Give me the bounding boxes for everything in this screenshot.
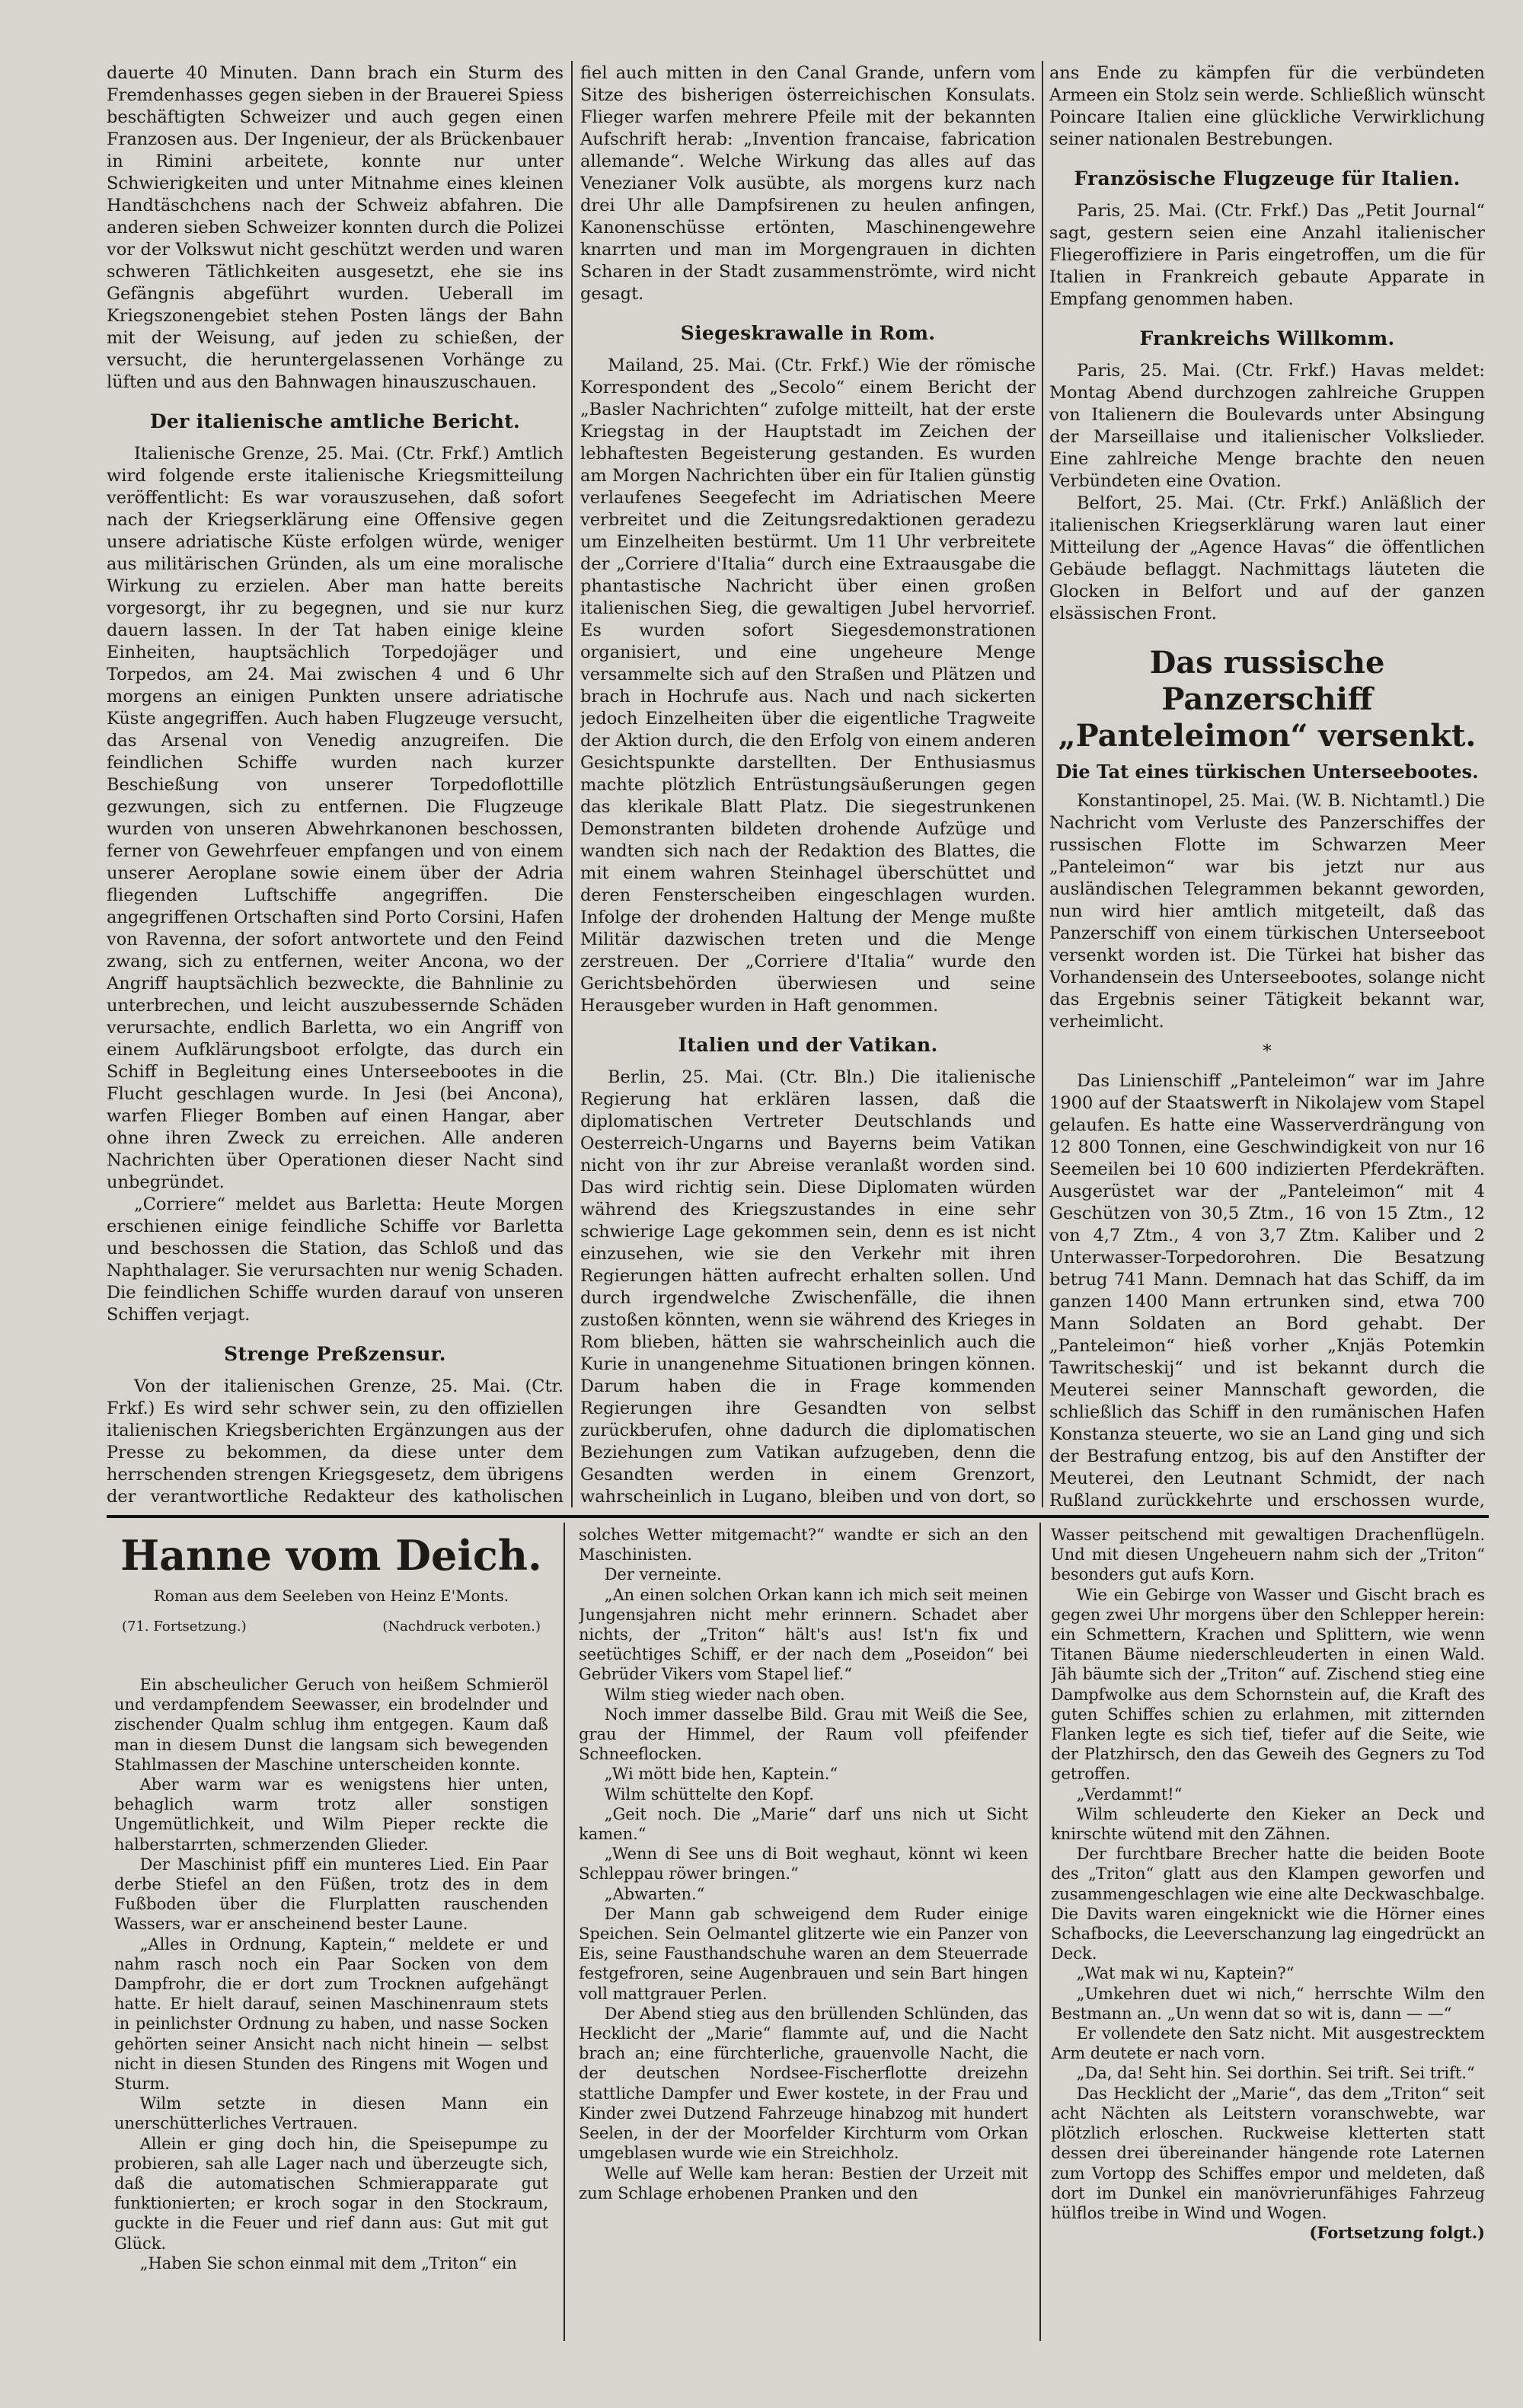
paragraph: Ein abscheulicher Geruch von heißem Schmieröl und verdampfendem Seewasser, ein brodelnder und zischender Qualm schlug ihm entgegen. Kaum daß man in diesem Dunst die langsam sich bewegenden Stahlmassen der Maschine unterscheiden konnte. <box>114 1676 548 1774</box>
paragraph: Der furchtbare Brecher hatte die beiden Boote des „Triton“ glatt aus den Klampen geworfen und zusammengeschlagen wie eine alte Deckwaschbalge. Die Davits waren eingeknickt wie die Hörner eines Schafbocks, die Leeverschanzung lag eingedrückt an Deck. <box>1051 1845 1485 1963</box>
installment-number: (71. Fortsetzung.) <box>122 1619 247 1635</box>
paragraph: Allein er ging doch hin, die Speisepumpe zu probieren, sah alle Lager nach und überzeugte sich, daß die automatischen Schmierapparate gut funktionierten; er kroch sogar in den Stockraum, guckte in die Feuer und rief dann aus: Gut mit gut Glück. <box>114 2134 548 2253</box>
paragraph: Wie ein Gebirge von Wasser und Gischt brach es gegen zwei Uhr morgens über den Schlepper herein: ein Schmettern, Krachen und Splittern, wie wenn Titanen Bäume niederschleuderten in einen Wald. Jäh bäumte sich der „Triton“ auf. Zischend stieg eine Dampfwolke aus dem Schornstein auf, die Kraft des guten Schiffes schien zu erlahmen, mit zitternden Flanken legte es sich tief, tiefer auf die Seite, wie der Platzhirsch, den das Geweih des Gegners zu Tod getroffen. <box>1051 1585 1485 1784</box>
paragraph: dauerte 40 Minuten. Dann brach ein Sturm des Fremdenhasses gegen sieben in der Brauerei Spiess beschäftigten Schweizer und auch gegen einen Franzosen aus. Der Ingenieur, der als Brückenbauer in Rimini arbeitete, konnte nur unter Schwierigkeiten und unter Mitnahme eines kleinen Handtäschchens nach der Schweiz abfahren. Die anderen sieben Schweizer konnten durch die Polizei vor der Volkswut nicht geschützt werden und waren schweren Tätlichkeiten ausgesetzt, ehe sie ins Gefängnis abgeführt wurden. Ueberall im Kriegszonengebiet stehen Posten längs der Bahn mit der Weisung, auf jeden zu schießen, der versucht, die heruntergelassenen Vorhänge zu lüften und aus den Bahnwagen hinauszuschauen. <box>107 63 564 392</box>
column-divider <box>564 1523 565 2341</box>
novel-column-1 <box>114 1675 548 2341</box>
paragraph: ans Ende zu kämpfen für die verbündeten Armeen ein Stolz sein werde. Schließlich wünscht Poincare Italien eine glückliche Verwirklichung seiner nationalen Bestrebungen. <box>1049 63 1485 149</box>
paragraph: Konstantinopel, 25. Mai. (W. B. Nichtamtl.) Die Nachricht vom Verluste des Panzerschiffes der russischen Flotte im Schwarzen Meer „Panteleimon“ war bis jetzt nur aus ausländischen Telegrammen bekannt geworden, nun wird hier amtlich mitgeteilt, daß das Panzerschiff von einem türkischen Unterseeboot versenkt worden ist. Die Türkei hat bisher das Vorhandensein des Unterseebootes, solange nicht das Ergebnis seiner Tätigkeit bekannt war, verheimlicht. <box>1049 791 1485 1032</box>
column-divider <box>1042 61 1043 1507</box>
paragraph: Aber warm war es wenigstens hier unten, behaglich warm trotz aller sonstigen Ungemütlichkeit, und Wilm Pieper reckte die halberstarrten, schmerzenden Glieder. <box>114 1775 548 1854</box>
article-heading: Italien und der Vatikan. <box>678 1034 938 1056</box>
paragraph: „Abwarten.“ <box>604 1884 705 1903</box>
novel-column-3 <box>1051 1525 1485 2341</box>
paragraph: Das Linienschiff „Panteleimon“ war im Jahre 1900 auf der Staatswerft in Nikolajew vom Stapel gelaufen. Es hatte eine Wasserverdrängung von 12 800 Tonnen, eine Geschwindigkeit von nur 16 Seemeilen bei 10 600 indizierten Pferdekräften. Ausgerüstet war der „Panteleimon“ mit 4 Geschützen von 30,5 Ztm., 16 von 15 Ztm., 12 von 4,7 Ztm., 4 von 3,7 Ztm. Kaliber und 2 Unterwasser-Torpedorohren. Die Besatzung betrug 741 Mann. Demnach hat das Schiff, da im ganzen 1400 Mann ertrunken sind, etwa 700 Mann Soldaten an Bord gehabt. Der „Panteleimon“ hieß vorher „Knjäs Potemkin Tawritscheskij“ und ist bekannt durch die Meuterei seiner Mannschaft geworden, die schließlich das Schiff in den rumänischen Hafen Konstanza steuerte, wo sie an Land ging und sich der Bestrafung entzog, bis auf den Anstifter der Meuterei, den Leutnant Schmidt, der nach Rußland zurückkehrte und erschossen wurde, <box>1049 1071 1485 1509</box>
paragraph: solches Wetter mitgemacht?“ wandte er sich an den Maschinisten. <box>579 1526 1028 1564</box>
paragraph: „Corriere“ meldet aus Barletta: Heute Morgen erschienen einige feindliche Schiffe vor Barletta und beschossen die Station, das Schloß und das Naphthalager. Sie verursachten nur wenig Schaden. Die feindlichen Schiffe wurden darauf von unseren Schiffen verjagt. <box>107 1194 564 1325</box>
paragraph: Wilm schleuderte den Kieker an Deck und knirschte wütend mit den Zähnen. <box>1051 1804 1485 1844</box>
paragraph: „Haben Sie schon einmal mit dem „Triton“ ein <box>139 2253 517 2272</box>
paragraph: Er vollendete den Satz nicht. Mit ausgestrecktem Arm deutete er nach vorn. <box>1051 2024 1485 2063</box>
article-heading: Französische Flugzeuge für Italien. <box>1074 167 1461 190</box>
news-column-1 <box>107 62 564 1509</box>
article-heading: Frankreichs Willkomm. <box>1139 327 1395 349</box>
paragraph: „Da, da! Seht hin. Sei dorthin. Sei trift. Sei trift.“ <box>1076 2064 1475 2083</box>
novel-title: Hanne vom Deich. <box>120 1531 542 1580</box>
paragraph: Der Abend stieg aus den brüllenden Schlünden, das Hecklicht der „Marie“ flammte auf, und die Nacht brach an; eine fürchterliche, grauenvolle Nacht, die der deutschen Nordsee-Fischerflotte dreizehn stattliche Dampfer und Ewer kostete, in der Frau und Kinder zwei Dutzend Fahrzeuge hinabzog mit hundert Seelen, in der der Moorfelder Kirchturm vom Orkan umgeblasen wurde wie ein Streichholz. <box>579 2004 1028 2163</box>
article-heading: Der italienische amtliche Bericht. <box>149 410 521 432</box>
paragraph: „An einen solchen Orkan kann ich mich seit meinen Jungensjahren nicht mehr erinnern. Schadet aber nichts, der „Triton“ hält's aus! Ist'n fix und seetüchtiges Schiff, er der nach dem „Poseidon“ bei Gebrüder Vikers vom Stapel lief.“ <box>579 1585 1028 1684</box>
paragraph: Italienische Grenze, 25. Mai. (Ctr. Frkf.) Amtlich wird folgende erste italienische Kriegsmitteilung veröffentlicht: Es war vorauszusehen, daß sofort nach der Kriegserklärung eine Offensive gegen unsere adriatische Küste erfolgen würde, weniger aus militärischen Gründen, als um eine moralische Wirkung zu erzielen. Aber man hatte bereits vorgesorgt, ihr zu begegnen, und sie nur kurz dauern lassen. In der Tat haben einige kleine Einheiten, hauptsächlich Torpedojäger und Torpedos, am 24. Mai zwischen 4 und 6 Uhr morgens an einigen Punkten unsere adriatische Küste angegriffen. Auch haben Flugzeuge versucht, das Arsenal von Venedig anzugreifen. Die feindlichen Schiffe wurden nach kurzer Beschießung von unserer Torpedoflottille gezwungen, sich zu entfernen. Die Flugzeuge wurden von unseren Abwehrkanonen beschossen, ferner von Gewehrfeuer empfangen und von einem unserer Aeroplane sowie einem über der Adria fliegenden Luftschiffe angegriffen. Die angegriffenen Ortschaften sind Porto Corsini, Hafen von Ravenna, der sofort antwortete und den Feind zwang, sich zu entfernen, weiter Ancona, wo der Angriff hauptsächlich bezweckte, die Bahnlinie zu unterbrechen, und leicht auszubessernde Schäden verursachte, endlich Barletta, wo ein Angriff von einem Aufklärungsboot erfolgte, das durch ein Schiff in Begleitung eines Unterseebootes in die Flucht geschlagen wurde. In Jesi (bei Ancona), warfen Flieger Bomben auf einen Hangar, aber ohne ihren Zweck zu erreichen. Alle anderen Nachrichten über Operationen dieser Nacht sind unbegründet. <box>107 444 564 1192</box>
novel-column-2 <box>579 1525 1028 2341</box>
paragraph: Welle auf Welle kam heran: Bestien der Urzeit mit zum Schlage erhobenen Pranken und den <box>579 2164 1028 2202</box>
paragraph: „Geit noch. Die „Marie“ darf uns nich ut Sicht kamen.“ <box>579 1804 1028 1844</box>
news-column-2 <box>580 62 1036 1509</box>
news-column-3 <box>1049 62 1485 1509</box>
paragraph: Wilm setzte in diesen Mann ein unerschütterliches Vertrauen. <box>114 2094 548 2133</box>
column-divider <box>1039 1523 1041 2341</box>
novel-subtitle: Roman aus dem Seeleben von Heinz E'Monts. <box>153 1587 509 1605</box>
paragraph: Wasser peitschend mit gewaltigen Drachenflügeln. Und mit diesen Ungeheuern nahm sich der „Triton“ besonders gut aufs Korn. <box>1051 1526 1485 1584</box>
paragraph: „Wenn di See uns di Boit weghaut, könnt wi keen Schleppau röwer bringen.“ <box>579 1845 1028 1883</box>
novel-header <box>107 1530 556 1667</box>
asterisk-separator: * <box>1263 1041 1272 1061</box>
novel-meta <box>107 1617 556 1637</box>
paragraph: Mailand, 25. Mai. (Ctr. Frkf.) Wie der römische Korrespondent des „Secolo“ einem Bericht der „Basler Nachrichten“ zufolge mitteilt, hat der erste Kriegstag in der Hauptstadt im Zeichen der lebhaftesten Begeisterung gestanden. Es wurden am Morgen Nachrichten über ein für Italien günstig verlaufenes Seegefecht im Adriatischen Meere verbreitet und die Zeitungsredaktionen geradezu um Einzelheiten bestürmt. Um 11 Uhr verbreitete der „Corriere d'Italia“ durch eine Extraausgabe die phantastische Nachricht über einen großen italienischen Sieg, die gewaltigen Jubel hervorrief. Es wurden sofort Siegesdemonstrationen organisiert, und eine ungeheure Menge versammelte sich auf den Straßen und Plätzen und brach in Hochrufe aus. Nach und nach sickerten jedoch Einzelheiten über die eigentliche Tragweite der Aktion durch, die den Erfolg von einem anderen Gesichtspunkte darstellten. Der Enthusiasmus machte plötzlich Entrüstungsäußerungen gegen das klerikale Blatt Platz. Die siegestrunkenen Demonstranten bildeten drohende Aufzüge und wandten sich nach der Redaktion des Blattes, die mit einem wahren Steinhagel überschüttet und deren Fensterscheiben eingeschlagen wurden. Infolge der drohenden Haltung der Menge mußte Militär dazwischen treten und die Menge zerstreuen. Der „Corriere d'Italia“ wurde den Gerichtsbehörden überwiesen und seine Herausgeber wurden in Haft genommen. <box>580 356 1036 1016</box>
paragraph: Von der italienischen Grenze, 25. Mai. (Ctr. Frkf.) Es wird sehr schwer sein, zu den offiziellen italienischen Kriegsberichten Ergänzungen aus der Presse zu bekommen, da diese unter dem herrschenden strengen Kriegsgesetz, dem übrigens der verantwortliche Redakteur des katholischen <box>107 1376 564 1507</box>
main-headline: Das russische Panzerschiff „Panteleimon“ versenkt. <box>1058 645 1477 754</box>
paragraph: Berlin, 25. Mai. (Ctr. Bln.) Die italienische Regierung hat erklären lassen, daß die diplomatischen Vertreter Deutschlands und Oesterreich-Ungarns und Bayerns beim Vatikan nicht von ihr zur Abreise veranlaßt worden sind. Das wird richtig sein. Diese Diplomaten würden während des Kriegszustandes in eine sehr schwierige Lage gekommen sein, denn es ist nicht einzusehen, wie sie den Verkehr mit ihren Regierungen hätten aufrecht erhalten sollen. Und durch irgendwelche Zwischenfälle, die ihnen zustoßen könnten, wenn sie während des Krieges in Rom blieben, hätten sie wahrscheinlich auch die Kurie in unangenehme Situationen bringen können. Darum haben die in Frage kommenden Regierungen ihre Gesandten von selbst zurückberufen, ohne dadurch die diplomatischen Beziehungen zum Vatikan aufzugeben, denn die Gesandten werden in einem Grenzort, wahrscheinlich in Lugano, bleiben und von dort, so <box>580 1067 1036 1507</box>
article-heading: Strenge Preßzensur. <box>224 1343 446 1365</box>
section-divider <box>107 1515 1489 1518</box>
paragraph: „Alles in Ordnung, Kaptein,“ meldete er und nahm rasch noch ein Paar Socken von dem Dampfrohr, die er dort zum Trocknen aufgehängt hatte. Er hielt darauf, seinen Maschinenraum stets in peinlichster Ordnung zu haben, und nasse Socken gehörten seiner Ansicht nach nicht hinein — selbst nicht in diesen Stunden des Ringens mit Wogen und Sturm. <box>114 1934 548 2094</box>
paragraph: fiel auch mitten in den Canal Grande, unfern vom Sitze des bisherigen österreichischen Konsulats. Flieger warfen mehrere Pfeile mit der bekannten Aufschrift herab: „Invention francaise, fabrication allemande“. Welche Wirkung das alles auf das Venezianer Volk ausübte, als morgens kurz nach drei Uhr alle Dampfsirenen zu heulen anfingen, Kanonenschüsse ertönten, Maschinengewehre knarrten und man im Morgengrauen in dichten Scharen in der Stadt zusammenströmte, wird nicht gesagt. <box>580 63 1036 304</box>
paragraph: Paris, 25. Mai. (Ctr. Frkf.) Das „Petit Journal“ sagt, gestern seien eine Anzahl italienischer Fliegeroffiziere in Paris eingetroffen, um die für Italien in Frankreich gebaute Apparate in Empfang genommen haben. <box>1049 201 1485 309</box>
paragraph: „Verdammt!“ <box>1076 1784 1183 1804</box>
paragraph: „Wi mött bide hen, Kaptein.“ <box>604 1765 838 1784</box>
paragraph: Wilm schüttelte den Kopf. <box>604 1784 814 1804</box>
copyright-note: (Nachdruck verboten.) <box>382 1619 541 1635</box>
continuation-note: (Fortsetzung folgt.) <box>1309 2223 1485 2243</box>
paragraph: Noch immer dasselbe Bild. Grau mit Weiß die See, grau der Himmel, der Raum voll pfeifender Schneeflocken. <box>579 1705 1028 1764</box>
paragraph: Paris, 25. Mai. (Ctr. Frkf.) Havas meldet: Montag Abend durchzogen zahlreiche Gruppen von Italienern die Boulevards unter Absingung der Marseillaise und italienischer Volkslieder. Eine zahlreiche Menge brachte den neuen Verbündeten eine Ovation. <box>1049 361 1485 491</box>
sub-headline: Die Tat eines türkischen Unterseebootes. <box>1055 761 1479 783</box>
paragraph: Wilm stieg wieder nach oben. <box>604 1685 845 1704</box>
paragraph: „Umkehren duet wi nich,“ herrschte Wilm den Bestmann an. „Un wenn dat so wit is, dann — —“ <box>1051 1984 1485 2023</box>
article-heading: Siegeskrawalle in Rom. <box>680 322 936 344</box>
paragraph: Das Hecklicht der „Marie“, das dem „Triton“ seit acht Nächten als Leitstern voranschwebte, war plötzlich erloschen. Ruckweise kletterten statt dessen drei übereinander hängende rote Laternen zum Vortopp des Schiffes empor und meldeten, daß dort im Dunkel ein manövrierunfähiges Fahrzeug hülflos treibe in Wind und Wogen. <box>1051 2084 1485 2222</box>
paragraph: Belfort, 25. Mai. (Ctr. Frkf.) Anläßlich der italienischen Kriegserklärung waren laut einer Mitteilung der „Agence Havas“ die öffentlichen Gebäude beflaggt. Nachmittags läuteten die Glocken in Belfort und auf der ganzen elsässischen Front. <box>1049 493 1485 624</box>
paragraph: Der verneinte. <box>604 1565 722 1584</box>
paragraph: Der Maschinist pfiff ein munteres Lied. Ein Paar derbe Stiefel an den Füßen, trotz des in dem Fußboden über die Flurplatten rauschenden Wassers, war er anscheinend bester Laune. <box>114 1855 548 1934</box>
column-divider <box>571 61 573 1507</box>
paragraph: „Wat mak wi nu, Kaptein?“ <box>1076 1964 1295 1983</box>
paragraph: Der Mann gab schweigend dem Ruder einige Speichen. Sein Oelmantel glitzerte wie ein Panzer von Eis, seine Fausthandschuhe waren an dem Steuerrade festgefroren, seine Augenbrauen und sein Bart hingen voll mattgrauer Perlen. <box>579 1904 1028 2003</box>
